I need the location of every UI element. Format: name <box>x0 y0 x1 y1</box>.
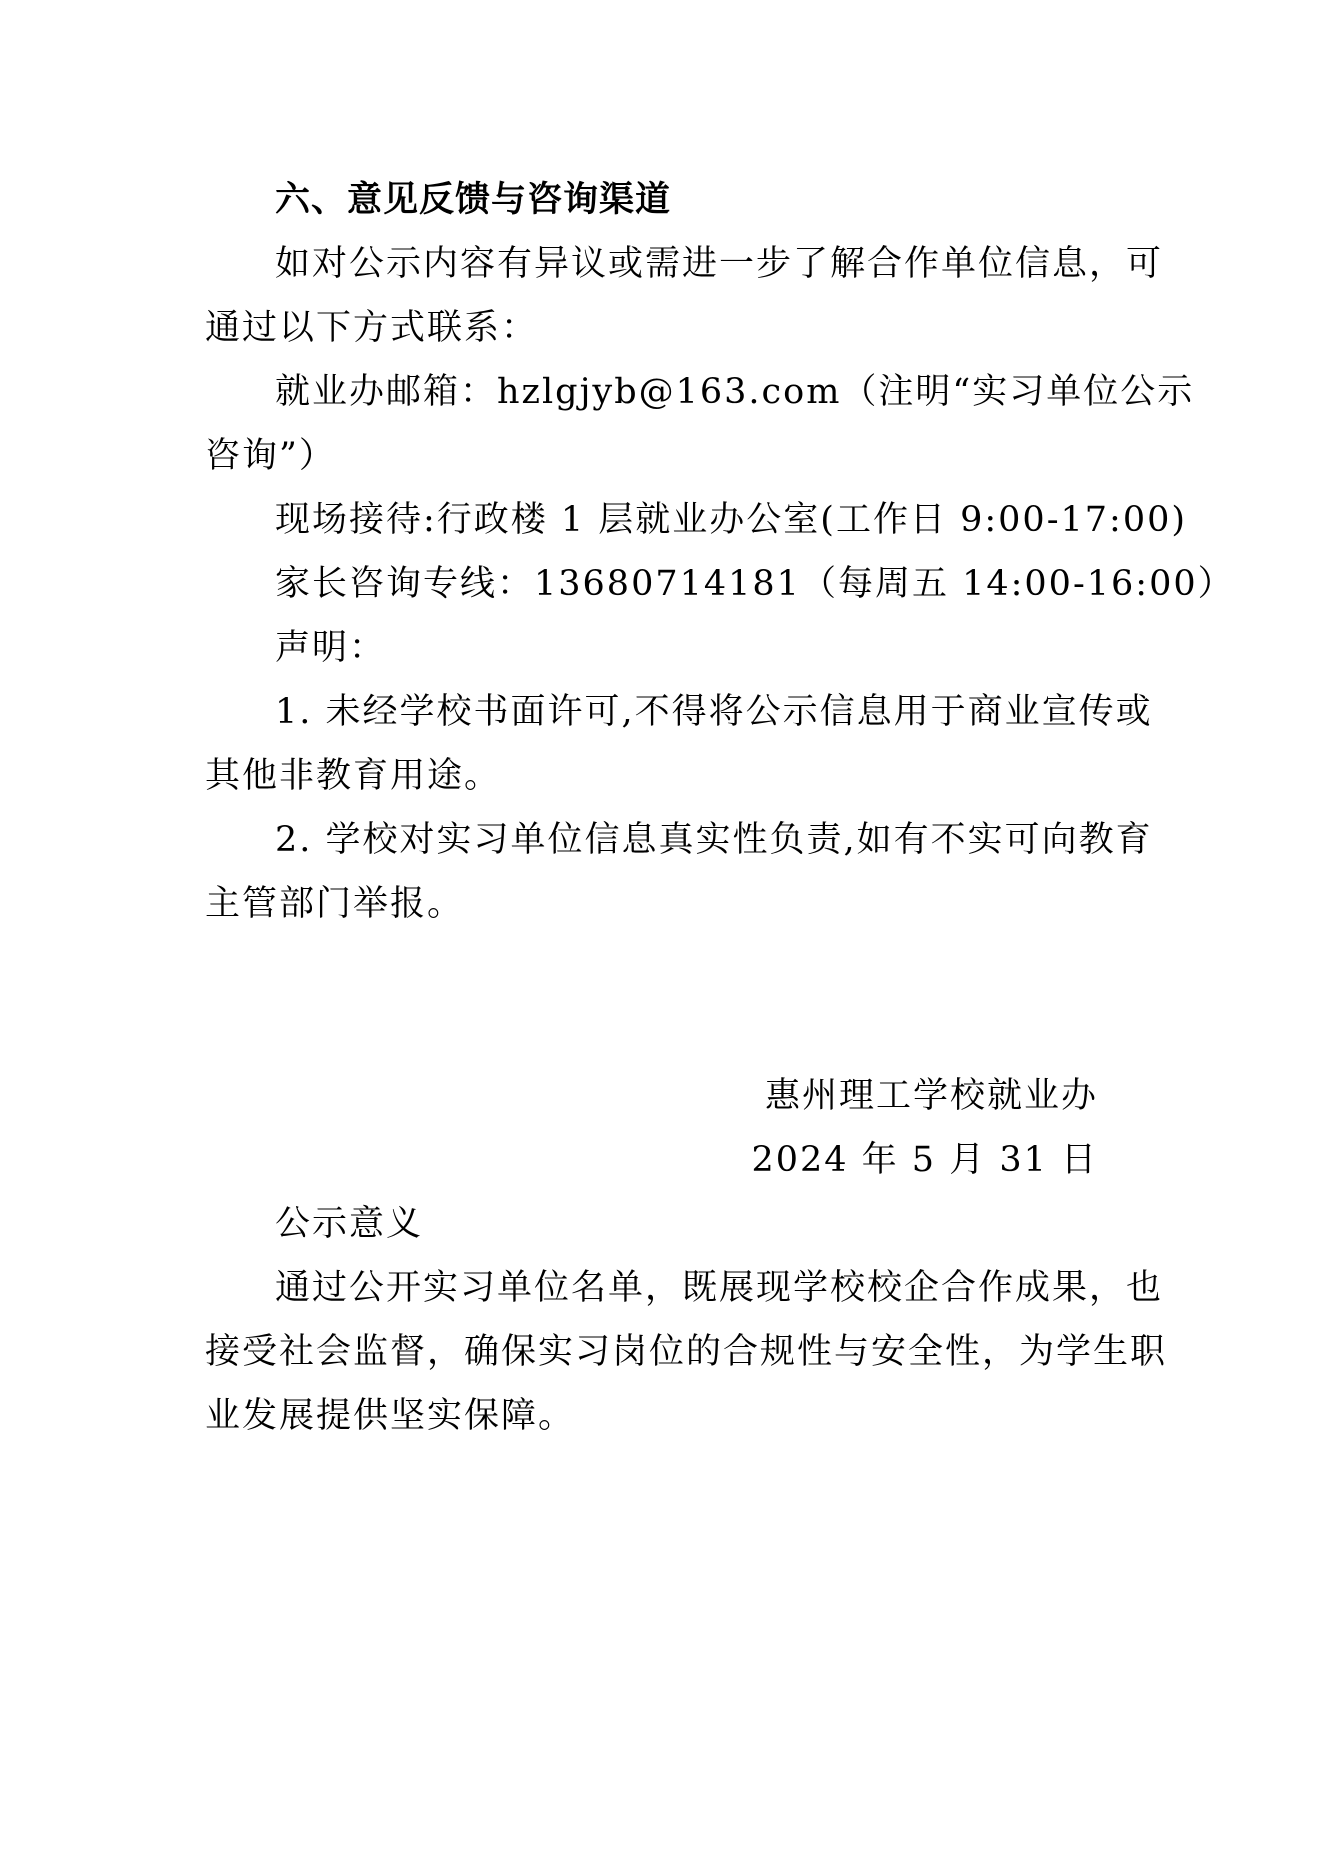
statement-item-1-cont: 其他非教育用途。 <box>205 756 502 796</box>
email-contact: 就业办邮箱：hzlgjyb@163.com（注明“实习单位公示 <box>275 372 1195 412</box>
statement-label: 声明： <box>275 628 387 668</box>
significance-label: 公示意义 <box>275 1204 424 1244</box>
onsite-reception: 现场接待:行政楼 1 层就业办公室(工作日 9:00-17:00) <box>275 500 1188 540</box>
statement-item-1: 1. 未经学校书面许可,不得将公示信息用于商业宣传或 <box>275 692 1153 732</box>
signature-org: 惠州理工学校就业办 <box>764 1076 1098 1116</box>
intro-text-cont: 通过以下方式联系： <box>205 308 539 348</box>
intro-text: 如对公示内容有异议或需进一步了解合作单位信息，可 <box>275 244 1164 284</box>
significance-text-cont-2: 业发展提供坚实保障。 <box>205 1396 576 1436</box>
significance-text: 通过公开实习单位名单，既展现学校校企合作成果，也 <box>275 1268 1164 1308</box>
statement-item-2-cont: 主管部门举报。 <box>205 884 465 924</box>
statement-item-2: 2. 学校对实习单位信息真实性负责,如有不实可向教育 <box>275 820 1153 860</box>
signature-date: 2024 年 5 月 31 日 <box>751 1140 1098 1180</box>
significance-text-cont-1: 接受社会监督，确保实习岗位的合规性与安全性，为学生职 <box>205 1332 1168 1372</box>
section-heading: 六、意见反馈与咨询渠道 <box>275 180 672 220</box>
email-contact-cont: 咨询”） <box>205 436 336 476</box>
parent-hotline: 家长咨询专线：13680714181（每周五 14:00-16:00） <box>275 564 1235 604</box>
